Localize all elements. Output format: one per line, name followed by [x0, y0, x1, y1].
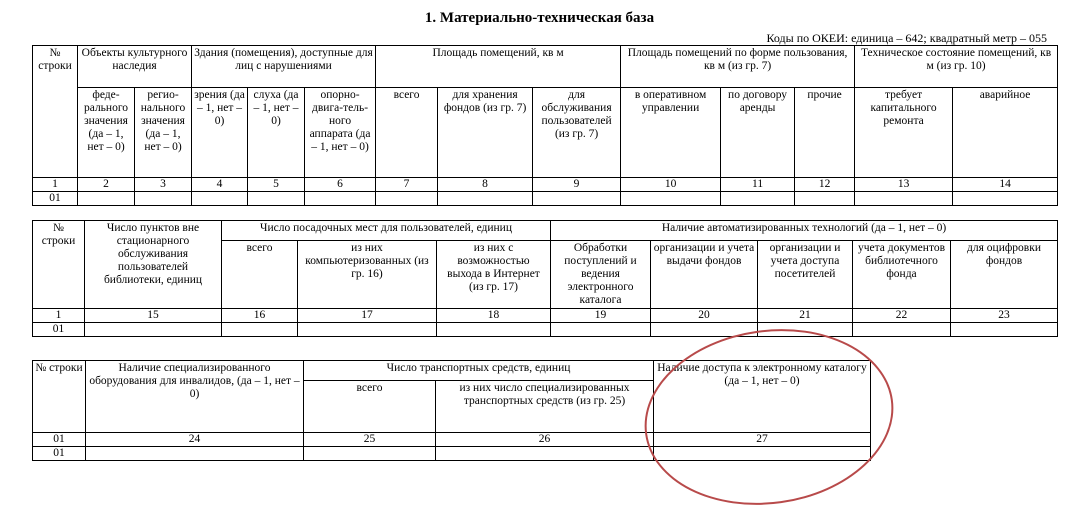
header-area: Площадь помещений, кв м	[376, 46, 621, 88]
col-number: 8	[438, 178, 533, 192]
col-number: 18	[437, 309, 551, 323]
col-number: 26	[436, 433, 654, 447]
col-number: 12	[795, 178, 855, 192]
row-code: 01	[33, 192, 78, 206]
automation-table	[32, 220, 1058, 337]
col-number: 17	[298, 309, 437, 323]
header-doc: учета документов библиотечного фонда	[853, 241, 951, 309]
col-number: 14	[953, 178, 1058, 192]
data-cell[interactable]	[953, 192, 1058, 206]
data-cell[interactable]	[758, 323, 853, 337]
header-row-no: № строки	[33, 46, 78, 178]
header-issue: организации и учета выдачи фондов	[651, 241, 758, 309]
data-cell[interactable]	[795, 192, 855, 206]
col-number: 20	[651, 309, 758, 323]
header-service: для обслуживания пользователей (из гр. 7)	[533, 88, 621, 178]
col-number: 11	[721, 178, 795, 192]
data-cell[interactable]	[298, 323, 437, 337]
header-total: всего	[304, 381, 436, 433]
data-cell[interactable]	[86, 447, 304, 461]
header-row-no: № строки	[33, 361, 86, 433]
col-number: 10	[621, 178, 721, 192]
data-cell[interactable]	[248, 192, 305, 206]
data-cell[interactable]	[855, 192, 953, 206]
header-buildings: Здания (помещения), доступные для лиц с нарушениями	[192, 46, 376, 88]
header-objects: Объекты культурного наследия	[78, 46, 192, 88]
col-number: 21	[758, 309, 853, 323]
col-number: 6	[305, 178, 376, 192]
header-contract: по договору аренды	[721, 88, 795, 178]
header-storage: для хранения фондов (из гр. 7)	[438, 88, 533, 178]
header-total: всего	[222, 241, 298, 309]
row-code: 01	[33, 447, 86, 461]
col-number: 7	[376, 178, 438, 192]
header-operative: в оперативном управлении	[621, 88, 721, 178]
okei-codes: Коды по ОКЕИ: единица – 642; квадратный метр – 055	[766, 31, 1047, 45]
data-cell[interactable]	[304, 447, 436, 461]
header-emergency: аварийное	[953, 88, 1058, 178]
header-points: Число пунктов вне стационарного обслуживания пользователей библиотеки, единиц	[85, 221, 222, 309]
col-number: 5	[248, 178, 305, 192]
header-equipment: Наличие специализированного оборудования для инвалидов, (да – 1, нет – 0)	[86, 361, 304, 433]
data-cell[interactable]	[78, 192, 135, 206]
header-vision: зрения (да – 1, нет – 0)	[192, 88, 248, 178]
header-special: из них число специализированных транспортных средств (из гр. 25)	[436, 381, 654, 433]
data-cell[interactable]	[135, 192, 192, 206]
header-seats: Число посадочных мест для пользователей, единиц	[222, 221, 551, 241]
header-regional: регио-нального значения (да – 1, нет – 0)	[135, 88, 192, 178]
data-cell[interactable]	[192, 192, 248, 206]
col-number: 22	[853, 309, 951, 323]
data-cell[interactable]	[651, 323, 758, 337]
header-motor: опорно-двига-тель-ного аппарата (да – 1, нет – 0)	[305, 88, 376, 178]
data-cell[interactable]	[951, 323, 1058, 337]
header-digit: для оцифровки фондов	[951, 241, 1058, 309]
data-cell[interactable]	[376, 192, 438, 206]
data-cell[interactable]	[551, 323, 651, 337]
page-title: 1. Материально-техническая база	[424, 10, 655, 26]
col-number: 13	[855, 178, 953, 192]
material-base-table	[32, 45, 1058, 206]
col-number: 25	[304, 433, 436, 447]
header-internet: из них с возможностью выхода в Интернет (из гр. 17)	[437, 241, 551, 309]
data-cell[interactable]	[222, 323, 298, 337]
data-cell[interactable]	[436, 447, 654, 461]
col-number: 16	[222, 309, 298, 323]
col-number: 23	[951, 309, 1058, 323]
data-cell[interactable]	[621, 192, 721, 206]
header-other: прочие	[795, 88, 855, 178]
data-cell[interactable]	[533, 192, 621, 206]
col-number: 3	[135, 178, 192, 192]
data-cell[interactable]	[85, 323, 222, 337]
col-number: 1	[33, 309, 85, 323]
data-cell[interactable]	[438, 192, 533, 206]
row-code: 01	[33, 323, 85, 337]
header-access: организации и учета доступа посетителей	[758, 241, 853, 309]
header-computerized: из них компьютеризованных (из гр. 16)	[298, 241, 437, 309]
header-repair: требует капитального ремонта	[855, 88, 953, 178]
accessibility-table	[32, 360, 871, 461]
data-cell[interactable]	[721, 192, 795, 206]
header-automation: Наличие автоматизированных технологий (да – 1, нет – 0)	[551, 221, 1058, 241]
col-number: 9	[533, 178, 621, 192]
col-number: 01	[33, 433, 86, 447]
header-catalog: Обработки поступлений и ведения электронного каталога	[551, 241, 651, 309]
data-cell[interactable]	[437, 323, 551, 337]
data-cell[interactable]	[305, 192, 376, 206]
header-row-no: № строки	[33, 221, 85, 309]
col-number: 27	[654, 433, 871, 447]
header-total: всего	[376, 88, 438, 178]
header-hearing: слуха (да – 1, нет – 0)	[248, 88, 305, 178]
col-number: 24	[86, 433, 304, 447]
header-federal: феде-рального значения (да – 1, нет – 0)	[78, 88, 135, 178]
header-area-form: Площадь помещений по форме пользования, кв м (из гр. 7)	[621, 46, 855, 88]
col-number: 1	[33, 178, 78, 192]
col-number: 2	[78, 178, 135, 192]
header-transport: Число транспортных средств, единиц	[304, 361, 654, 381]
header-e-catalog: Наличие доступа к электронному каталогу (да – 1, нет – 0)	[654, 361, 871, 433]
col-number: 4	[192, 178, 248, 192]
header-tech-state: Техническое состояние помещений, кв м (из гр. 10)	[855, 46, 1058, 88]
col-number: 19	[551, 309, 651, 323]
col-number: 15	[85, 309, 222, 323]
data-cell[interactable]	[654, 447, 871, 461]
data-cell[interactable]	[853, 323, 951, 337]
